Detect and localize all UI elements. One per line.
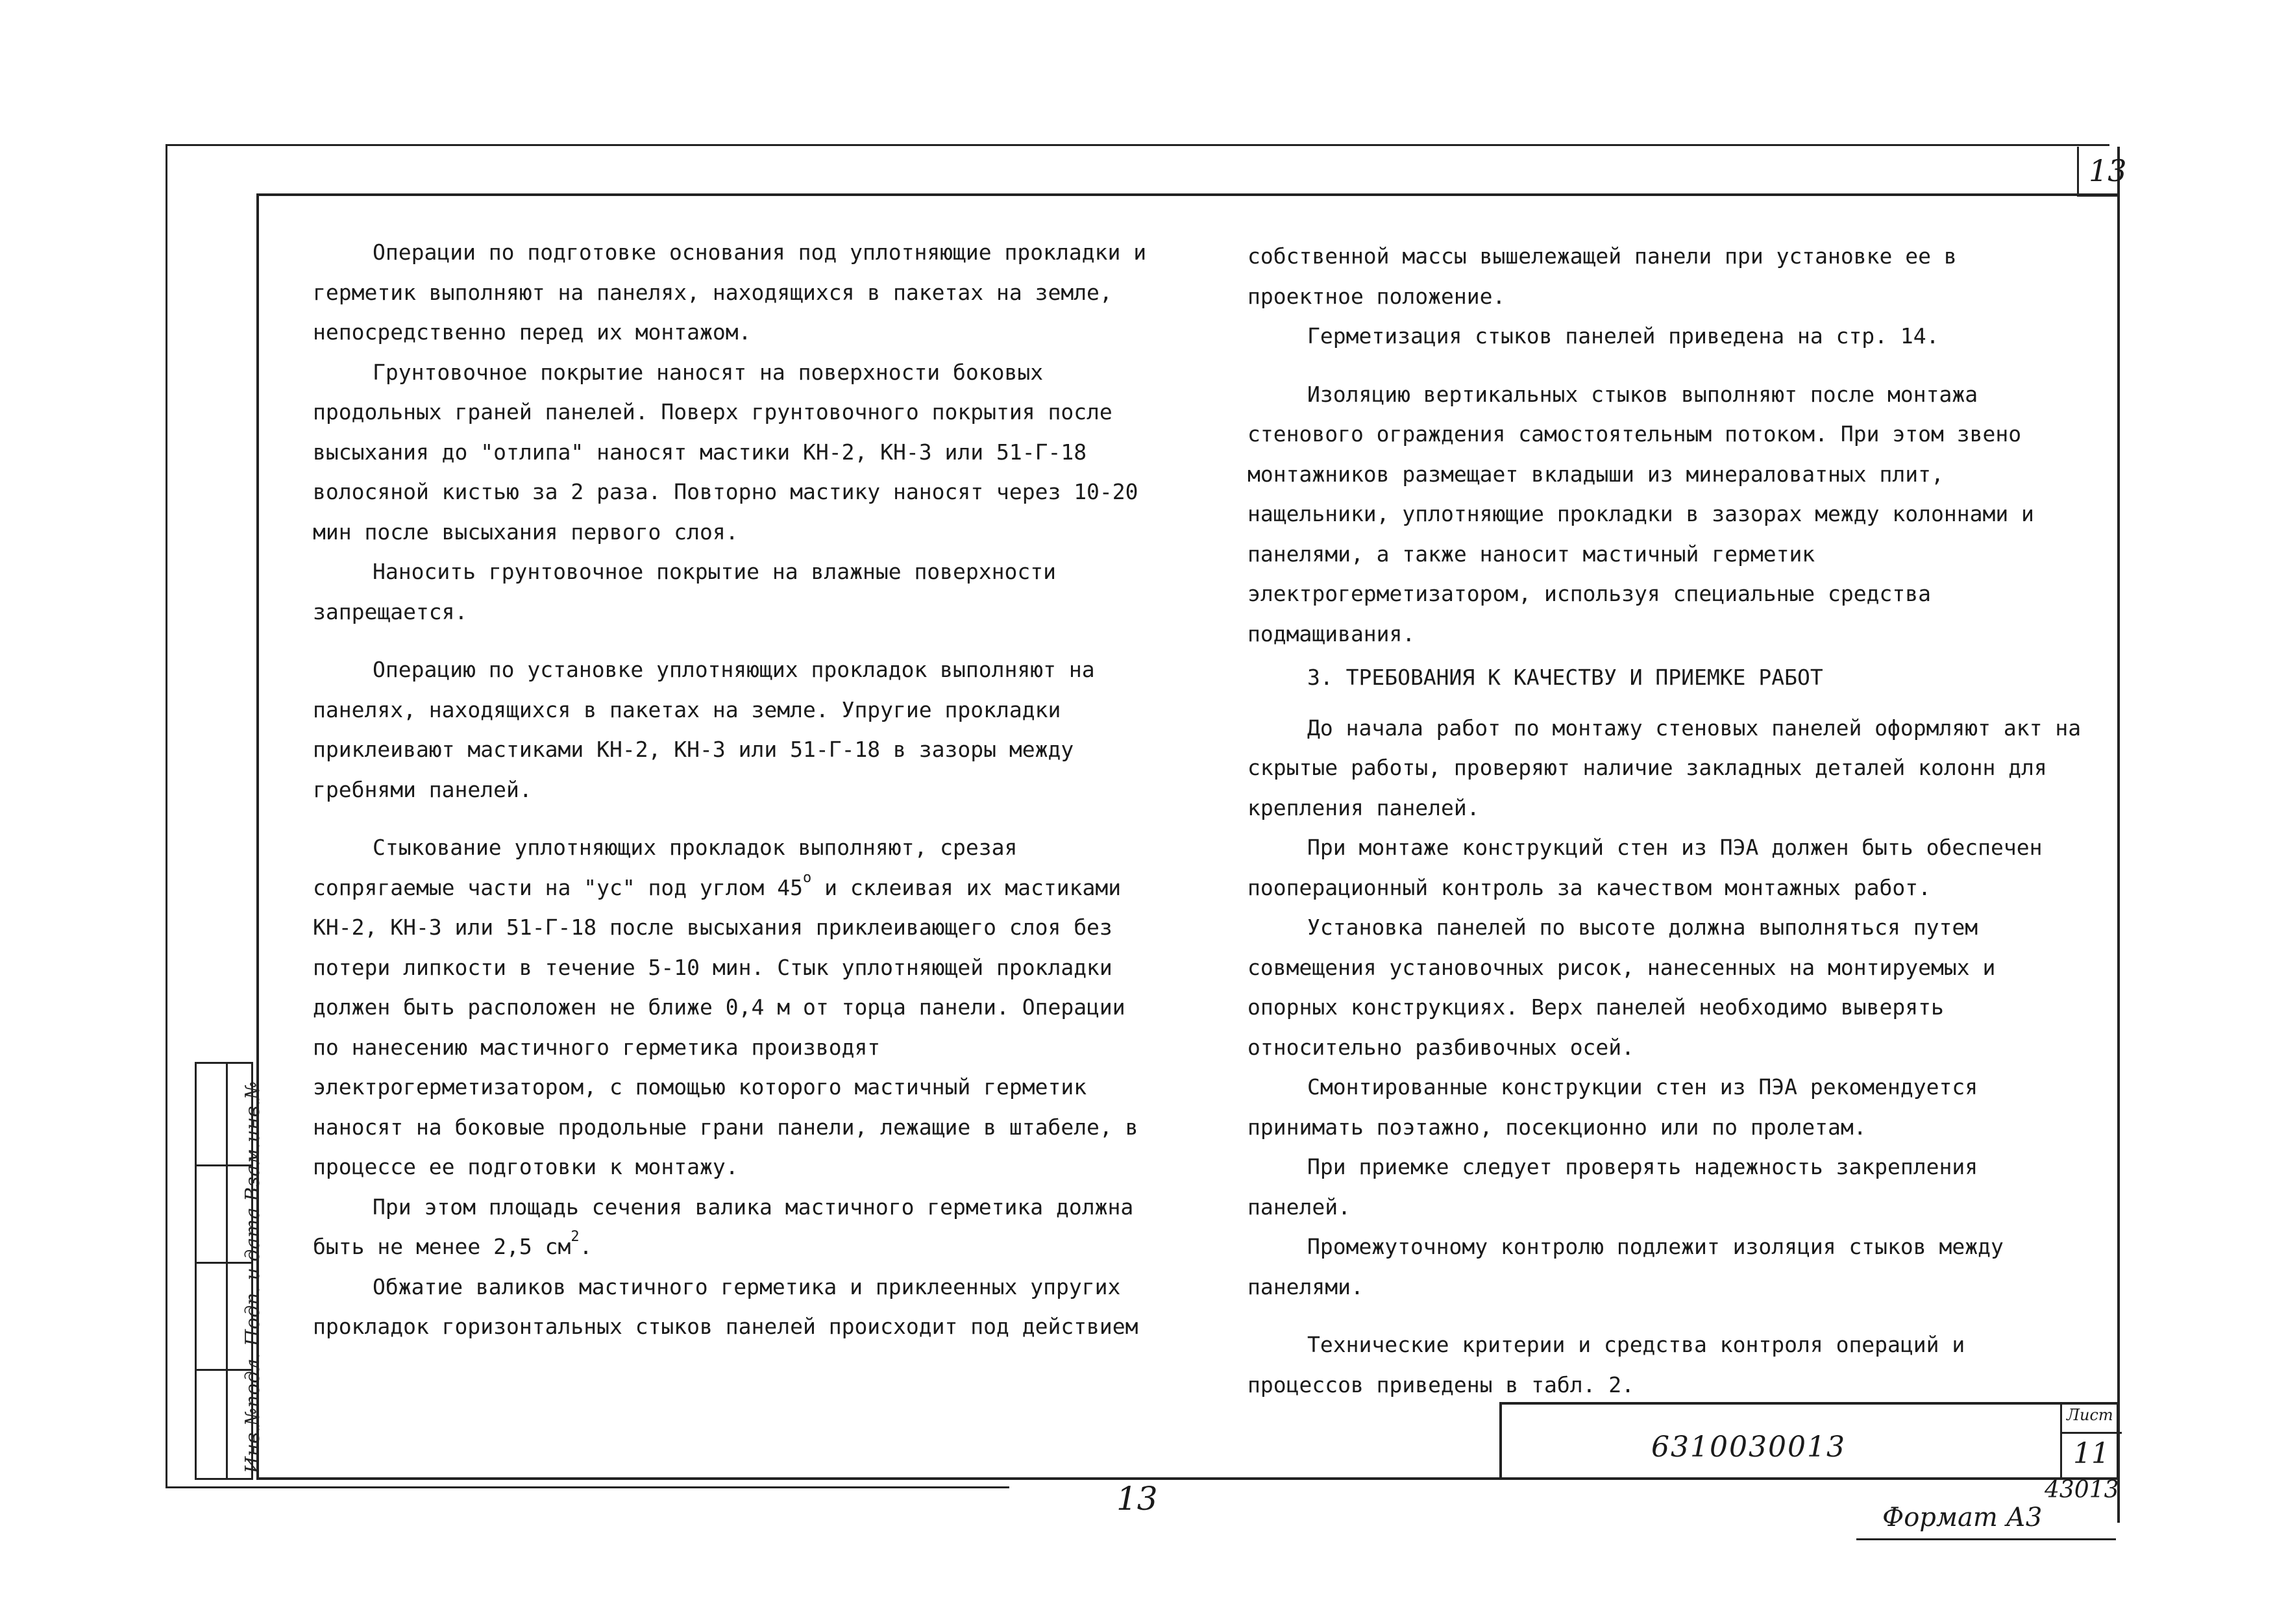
page-number-box-left — [2077, 147, 2079, 196]
page-number-box-bottom — [2077, 195, 2120, 197]
sheet-number: 11 — [2073, 1437, 2109, 1470]
page-number-bottom: 13 — [1116, 1480, 1158, 1518]
paragraph: Установка панелей по высоте должна выполняться путем совмещения установочных рисок, нанесенных на монтируемых и опорных конструкциях. Верх панелей необходимо выверять относительно разбивочных осей. — [1247, 915, 1996, 1060]
archive-number: 43013 — [2045, 1477, 2119, 1503]
paragraph: Смонтированные конструкции стен из ПЭА рекомендуется принимать поэтажно, посекционно или по пролетам. — [1247, 1074, 1978, 1140]
paragraph: Операцию по установке уплотняющих прокладок выполняют на панелях, находящихся в пакетах на земле. Упругие прокладки приклеивают мастиками КН-2, КН-3 или 51-Г-18 в зазоры между гребнями панелей. — [313, 657, 1095, 802]
format-underline — [1856, 1538, 2116, 1540]
paragraph: Обжатие валиков мастичного герметика и приклеенных упругих прокладок горизонтальных стыков панелей происходит под действием — [313, 1273, 1138, 1339]
paragraph: Наносить грунтовочное покрытие на влажные поверхности запрещается. — [313, 559, 1056, 624]
paragraph: При приемке следует проверять надежность закрепления панелей. — [1247, 1154, 1978, 1220]
paragraph: При монтаже конструкций стен из ПЭА должен быть обеспечен пооперационный контроль за качеством монтажных работ. — [1247, 835, 2043, 900]
paragraph: Изоляцию вертикальных стыков выполняют после монтажа стенового ограждения самостоятельным потоком. При этом звено монтажников размещает вкладыши из минераловатных плит, нащельники, уплотняющие прокладки в зазорах между колоннами и панелями, а также наносит мастичный герметик электрогерметизатором, используя специальные средства подмащивания. — [1247, 381, 2034, 646]
paragraph: Технические критерии и средства контроля операций и процессов приведены в табл. 2. — [1247, 1332, 1965, 1397]
paragraph: Промежуточному контролю подлежит изоляция стыков между панелями. — [1247, 1234, 2004, 1299]
format-label: Формат А3 — [1882, 1503, 2043, 1532]
paragraph: Герметизация стыков панелей приведена на стр. 14. — [1307, 323, 1939, 349]
page-number-top: 13 — [2089, 153, 2127, 188]
stamp-strip-text: Инв.№подл. Подп. и дата Взам.инв.№ — [241, 1081, 264, 1473]
paragraph: Стыкование уплотняющих прокладок выполняют, срезая сопрягаемые части на "ус" под углом $45^о$ и склеивая их мастиками КН-2, КН-3 или 51-Г-18 после высыхания приклеивающего слоя без потери липкости в течение 5-10 мин. Стык уплотняющей прокладки должен быть расположен не ближе 0,4 м от торца панели. Операции по нанесению мастичного герметика производят электрогерметизатором, с помощью которого мастичный герметик наносят на боковые продольные грани панели, лежащие в штабеле, в процессе ее подготовки к монтажу. — [313, 835, 1138, 1179]
right-text-column — [1247, 236, 2085, 1405]
sheet-label: Лист — [2067, 1406, 2113, 1424]
outer-frame-left-line — [166, 144, 167, 1488]
inner-frame-right-line — [2117, 147, 2120, 1523]
outer-frame-bottom-line — [166, 1486, 1009, 1488]
paragraph: собственной массы вышележащей панели при установке ее в проектное положение. — [1247, 243, 1957, 309]
inner-frame-top-line — [256, 193, 2119, 196]
title-block — [1499, 1402, 2119, 1480]
document-code: 6310030013 — [1651, 1431, 1846, 1464]
paragraph: При этом площадь сечения валика мастичного герметика должна быть не менее 2,5 $см^2$. — [313, 1194, 1134, 1259]
outer-frame-top-line — [166, 144, 2109, 146]
left-text-column — [313, 232, 1150, 1347]
paragraph: До начала работ по монтажу стеновых панелей оформляют акт на скрытые работы, проверяют наличие закладных деталей колонн для крепления панелей. — [1247, 715, 2082, 820]
section-heading: 3. ТРЕБОВАНИЯ К КАЧЕСТВУ И ПРИЕМКЕ РАБОТ — [1307, 665, 1823, 690]
paragraph: Операции по подготовке основания под уплотняющие прокладки и герметик выполняют на панелях, находящихся в пакетах на земле, непосредственно перед их монтажом. — [313, 240, 1147, 345]
paragraph: Грунтовочное покрытие наносят на поверхности боковых продольных граней панелей. Поверх грунтовочного покрытия после высыхания до "отлипа" наносят мастики КН-2, КН-3 или 51-Г-18 волосяной кистью за 2 раза. Повторно мастику наносят через 10-20 мин после высыхания первого слоя. — [313, 359, 1138, 545]
